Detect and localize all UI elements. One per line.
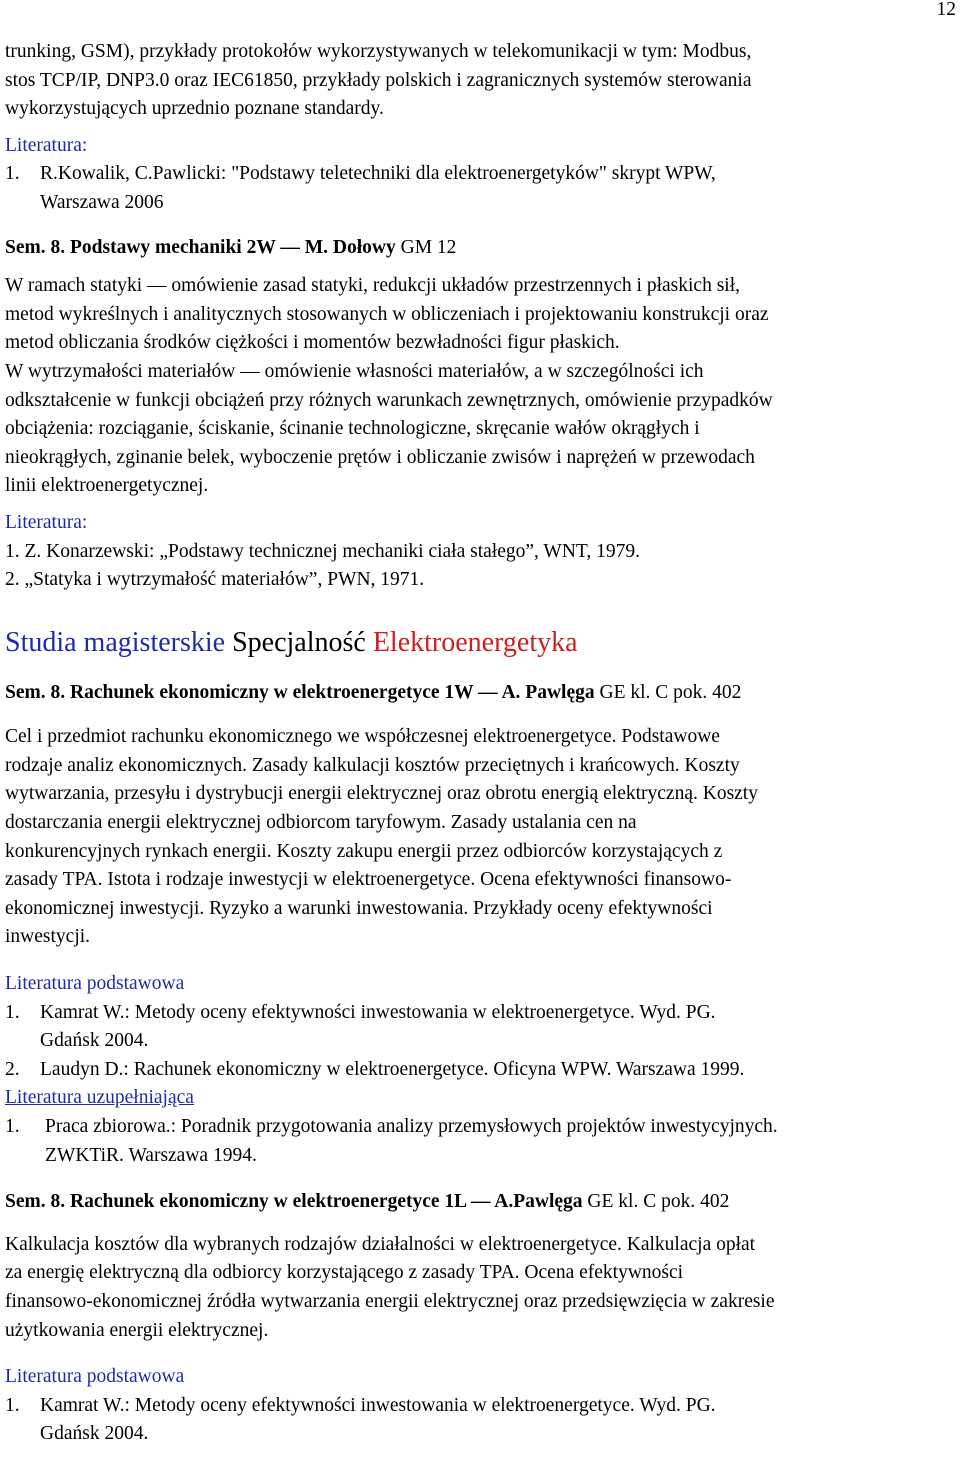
text-line: za energię elektryczną dla odbiorcy korzystającego z zasady TPA. Ocena efektywności bbox=[5, 1262, 684, 1284]
list-number: 2. bbox=[5, 1058, 20, 1080]
text-line: trunking, GSM), przykłady protokołów wykorzystywanych w telekomunikacji w tym: Modbus, bbox=[5, 41, 752, 62]
text-line: dostarczania energii elektrycznej odbiorcom taryfowym. Zasady ustalania cen na bbox=[5, 812, 637, 834]
section-heading-part: Studia magisterskie bbox=[5, 626, 226, 658]
text-line: zasady TPA. Istota i rodzaje inwestycji w elektroenergetyce. Ocena efektywności finansowo- bbox=[5, 869, 732, 891]
text-line: Gdańsk 2004. bbox=[40, 1030, 149, 1052]
text-line: Warszawa 2006 bbox=[40, 191, 164, 213]
text-line: finansowo-ekonomicznej źródła wytwarzania energii elektrycznej oraz przedsięwzięcia w zakresie bbox=[5, 1290, 775, 1312]
text-line: W wytrzymałości materiałów — omówienie własności materiałów, a w szczególności ich bbox=[5, 360, 704, 382]
text-line: metod obliczania środków ciężkości i momentów bezwładności figur płaskich. bbox=[5, 332, 620, 354]
text-line: Kamrat W.: Metody oceny efektywności inwestowania w elektroenergetyce. Wyd. PG. bbox=[40, 1394, 716, 1416]
course-description bbox=[5, 272, 955, 501]
list-number: 1. bbox=[5, 163, 20, 185]
list-number: 1. bbox=[5, 1116, 20, 1137]
literature-item bbox=[5, 1056, 955, 1085]
text-line: Kamrat W.: Metody oceny efektywności inwestowania w elektroenergetyce. Wyd. PG. bbox=[40, 1001, 716, 1023]
text-line: Cel i przedmiot rachunku ekonomicznego we współczesnej elektroenergetyce. Podstawowe bbox=[5, 726, 720, 748]
page-number: 12 bbox=[936, 0, 956, 20]
text-line: stos TCP/IP, DNP3.0 oraz IEC61850, przykłady polskich i zagranicznych systemów sterowania bbox=[5, 69, 752, 91]
literature-item: 2. „Statyka i wytrzymałość materiałów”, PWN, 1971. bbox=[5, 569, 425, 591]
text-line: inwestycji. bbox=[5, 926, 91, 948]
text-line: R.Kowalik, C.Pawlicki: "Podstawy teletechniki dla elektroenergetyków" skrypt WPW, bbox=[40, 163, 716, 185]
literature-basic-label: Literatura podstawowa bbox=[5, 1366, 185, 1388]
course-description bbox=[5, 1231, 955, 1345]
list-number: 1. bbox=[5, 1394, 20, 1416]
course-heading bbox=[5, 1188, 955, 1217]
course-heading-bold: Sem. 8. Rachunek ekonomiczny w elektroenergetyce 1W — A. Pawlęga bbox=[5, 681, 595, 703]
text-line: Laudyn D.: Rachunek ekonomiczny w elektroenergetyce. Oficyna WPW. Warszawa 1999. bbox=[40, 1058, 745, 1080]
text-line: metod wykreślnych i analitycznych stosowanych w obliczeniach i projektowaniu konstrukcji oraz bbox=[5, 303, 769, 325]
text-line: wykorzystujących uprzednio poznane standardy. bbox=[5, 98, 384, 120]
course-heading bbox=[5, 234, 955, 263]
section-heading bbox=[5, 625, 955, 661]
list-number: 1. bbox=[5, 1001, 20, 1023]
text-line: wytwarzania, przesyłu i dystrybucji energii elektrycznej oraz obrotu energią elektryczną. Koszty bbox=[5, 783, 758, 805]
course-heading-bold: Sem. 8. Podstawy mechaniki 2W — M. Dołowy bbox=[5, 236, 396, 258]
text-line: ZWKTiR. Warszawa 1994. bbox=[45, 1144, 257, 1166]
literature-item bbox=[5, 1113, 955, 1170]
course-heading bbox=[5, 679, 955, 708]
literature-item bbox=[5, 999, 955, 1056]
literature-basic-label: Literatura podstawowa bbox=[5, 973, 185, 995]
text-line: rodzaje analiz ekonomicznych. Zasady kalkulacji kosztów przeciętnych i krańcowych. Koszty bbox=[5, 754, 740, 776]
document-page bbox=[5, 0, 955, 1449]
course-heading-rest: GE kl. C pok. 402 bbox=[594, 681, 742, 703]
literature-label: Literatura: bbox=[5, 134, 88, 156]
literature-label: Literatura: bbox=[5, 511, 88, 533]
section-heading-part: Specjalność bbox=[232, 626, 366, 658]
text-line: Praca zbiorowa.: Poradnik przygotowania analizy przemysłowych projektów inwestycyjnych. bbox=[45, 1116, 778, 1137]
literature-item: 1. Z. Konarzewski: „Podstawy technicznej mechaniki ciała stałego”, WNT, 1979. bbox=[5, 540, 640, 562]
text-line: obciążenia: rozciąganie, ściskanie, ścinanie technologiczne, skręcanie wałów okrągłych i bbox=[5, 418, 700, 440]
text-line: ekonomicznej inwestycji. Ryzyko a warunki inwestowania. Przykłady oceny efektywności bbox=[5, 897, 713, 919]
text-line: nieokrągłych, zginanie belek, wyboczenie prętów i obliczanie zwisów i naprężeń w przewodach bbox=[5, 446, 755, 468]
text-line: użytkowania energii elektrycznej. bbox=[5, 1319, 269, 1341]
literature-extra-label: Literatura uzupełniająca bbox=[5, 1087, 194, 1109]
literature-item bbox=[5, 1392, 955, 1449]
text-line: W ramach statyki — omówienie zasad statyki, redukcji układów przestrzennych i płaskich sił, bbox=[5, 275, 741, 297]
text-line: Kalkulacja kosztów dla wybranych rodzajów działalności w elektroenergetyce. Kalkulacja opłat bbox=[5, 1233, 756, 1255]
course-heading-bold: Sem. 8. Rachunek ekonomiczny w elektroenergetyce 1L — A.Pawlęga bbox=[5, 1191, 583, 1213]
course-description bbox=[5, 723, 955, 952]
section-heading-part: Elektroenergetyka bbox=[372, 626, 578, 658]
literature-item bbox=[5, 160, 955, 217]
course-heading-rest: GE kl. C pok. 402 bbox=[582, 1191, 730, 1213]
text-line: Gdańsk 2004. bbox=[40, 1423, 149, 1445]
text-line: konkurencyjnych rynkach energii. Koszty zakupu energii przez odbiorców korzystających z bbox=[5, 840, 723, 862]
course-heading-rest: GM 12 bbox=[395, 236, 457, 258]
text-line: linii elektroenergetycznej. bbox=[5, 475, 209, 497]
intro-paragraph bbox=[5, 38, 955, 124]
text-line: odkształcenie w funkcji obciążeń przy różnych warunkach zewnętrznych, omówienie przypadków bbox=[5, 389, 773, 411]
